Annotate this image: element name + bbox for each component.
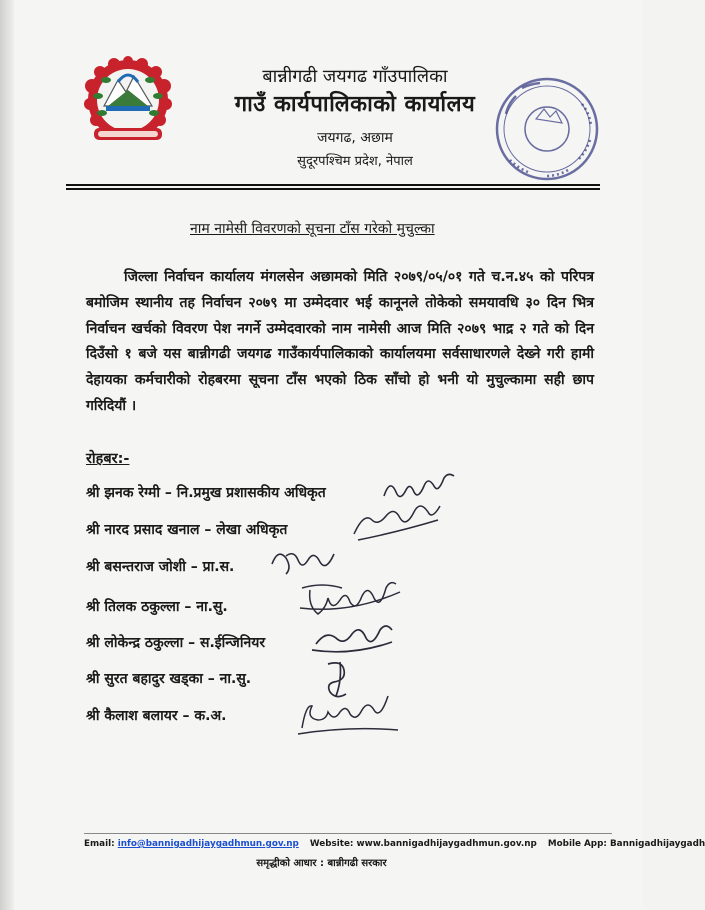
signature-7-icon [294,694,404,738]
signature-3-icon [268,544,348,580]
office-location: जयगढ, अछाम [317,130,393,146]
header-divider-top [66,184,600,186]
municipality-name: बान्नीगढी जयगढ गाँउपालिका [262,66,448,87]
footer-mobile-app: Mobile App: Bannigadhijaygadh [547,839,705,849]
office-name: गाउँ कार्यपालिकाको कार्यालय [234,92,476,117]
signatory-7: श्री कैलाश बलायर – क.अ. [86,708,227,724]
signatory-2: श्री नारद प्रसाद खनाल – लेखा अधिकृत [86,522,288,538]
presence-label: रोहबर:- [86,451,130,467]
footer-email-link[interactable]: info@bannigadhijaygadhmun.gov.np [117,839,299,849]
footer-motto: समृद्धीको आधार : बान्नीगढी सरकार [256,858,387,869]
footer-divider [84,833,612,834]
signature-4-icon [296,578,406,622]
footer-email-label: Email: [84,839,115,849]
office-province: सुदूरपश्चिम प्रदेश, नेपाल [297,154,413,169]
signatory-3: श्री बसन्तराज जोशी – प्रा.स. [86,559,235,575]
header-divider-bottom [66,188,600,190]
nepal-emblem-icon [78,56,178,148]
signature-5-icon [308,620,398,660]
footer-contact [84,839,705,849]
signatory-5: श्री लोकेन्द्र ठकुल्ला – स.ईन्जिनियर [86,635,266,651]
signature-2-icon [348,504,448,546]
signatory-4: श्री तिलक ठकुल्ला – ना.सु. [86,599,228,615]
signature-1-icon [380,470,460,506]
signatory-6: श्री सुरत बहादुर खड्का – ना.सु. [86,671,252,687]
document-body: जिल्ला निर्वाचन कार्यालय मंगलसेन अछामको मिति २०७९/०५/०१ गते च.न.४५ को परिपत्र बमोजिम स्थानीय तह निर्वाचन २०७९ मा उम्मेदवार भई कानूनले तोकेको समयावधि ३० दिन भित्र निर्वाचन खर्चको विवरण पेश नगर्ने उम्मेदवारको नाम नामेसी आज मिति २०७९ भाद्र २ गते को दिन दिउँसो १ बजे यस बान्नीगढी जयगढ गाउँकार्यपालिकाको कार्यालयमा सर्वसाधारणले देख्ने गरी हामी देहायका कर्मचारीको रोहबरमा सूचना टाँस भएको ठिक साँचो हो भनी यो मुचुल्कामा सही छाप गरिदियौं । [86,269,594,414]
footer-website: Website: www.bannigadhijaygadhmun.gov.np [309,839,537,849]
signatory-1: श्री झनक रेग्मी – नि.प्रमुख प्रशासकीय अधिकृत [86,485,326,501]
document-title: नाम नामेसी विवरणको सूचना टाँस गरेको मुचुल्का [190,221,435,237]
